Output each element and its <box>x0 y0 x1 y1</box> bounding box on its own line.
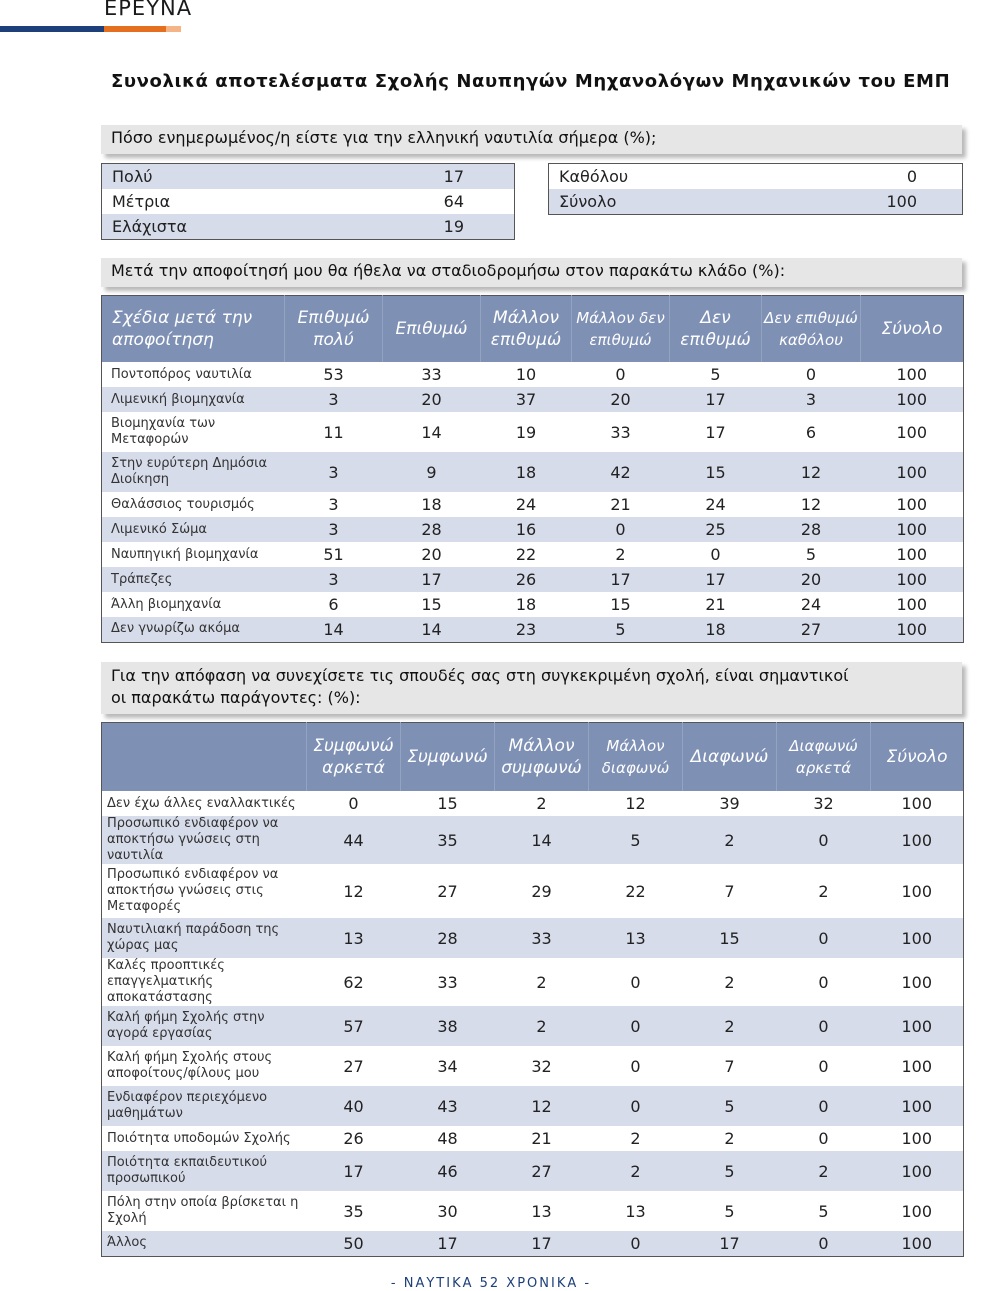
value-cell: 51 <box>323 545 344 564</box>
value-cell: 2 <box>630 1129 641 1148</box>
value-cell: 0 <box>777 1006 871 1046</box>
value-cell: 30 <box>437 1201 458 1221</box>
section-label: ΕΡΕΥΝΑ <box>104 0 193 20</box>
value-cell: 100 <box>861 567 964 592</box>
value-cell: 23 <box>481 617 572 642</box>
table-row <box>102 1191 964 1231</box>
value-cell: 3 <box>328 495 339 514</box>
value-cell: 17 <box>670 387 762 412</box>
value-cell: 44 <box>307 816 401 864</box>
value-cell: 14 <box>495 816 589 864</box>
table-row <box>102 1046 964 1086</box>
value-cell: 11 <box>323 422 344 442</box>
value-cell: 53 <box>323 365 344 384</box>
value-cell: 10 <box>515 365 537 384</box>
table-row <box>102 791 964 816</box>
header-cell: Διαφωνώ αρκετά <box>777 723 871 792</box>
value-cell: 33 <box>437 972 458 992</box>
value-cell: 9 <box>383 452 481 492</box>
table-row <box>102 816 964 864</box>
value-cell: 0 <box>630 1056 641 1076</box>
value-cell: 0 <box>777 1231 871 1256</box>
value-cell: 5 <box>724 1201 735 1221</box>
value-cell: 14 <box>285 617 383 642</box>
value-cell: 12 <box>800 495 822 514</box>
table-row <box>102 214 515 240</box>
value-cell: 0 <box>589 1231 683 1256</box>
row-label: Καλή φήμη Σχολής στους αποφοίτους/φίλους μου <box>107 1050 273 1081</box>
value-cell: 14 <box>421 422 442 442</box>
value-cell: 20 <box>762 567 861 592</box>
value-cell: 28 <box>762 517 861 542</box>
header-cell: Συμφωνώ αρκετά <box>307 723 401 792</box>
value-cell: 13 <box>531 1201 552 1221</box>
value-cell: 22 <box>515 545 537 564</box>
row-label: Μέτρια <box>112 192 171 211</box>
value-cell: 18 <box>481 452 572 492</box>
value-cell: 3 <box>285 452 383 492</box>
awareness-table-left <box>101 163 515 240</box>
value-cell: 12 <box>495 1086 589 1126</box>
value-cell: 2 <box>589 1151 683 1191</box>
row-label: Καλές προοπτικές επαγγελματικής αποκατάστασης <box>107 958 225 1005</box>
table-row <box>102 412 964 452</box>
table-row <box>102 864 964 918</box>
value-cell: 100 <box>861 517 964 542</box>
value-cell: 2 <box>724 972 735 992</box>
header-cell: Σύνολο <box>861 296 964 363</box>
value-cell: 5 <box>710 365 721 384</box>
value-cell: 21 <box>610 495 631 514</box>
row-label: Θαλάσσιος τουρισμός <box>111 496 255 512</box>
value-cell: 0 <box>615 365 626 384</box>
value-cell: 43 <box>401 1086 495 1126</box>
value-cell: 5 <box>683 1151 777 1191</box>
question-1-bar: Πόσο ενημερωμένος/η είστε για την ελληνική ναυτιλία σήμερα (%); <box>101 125 962 154</box>
value-cell: 27 <box>762 617 861 642</box>
value-cell: 100 <box>896 545 928 564</box>
value-cell: 21 <box>705 595 726 614</box>
header-cell: Σχέδια μετά την αποφοίτηση <box>102 296 285 363</box>
value-cell: 21 <box>531 1129 552 1148</box>
row-label: Ελάχιστα <box>102 214 326 240</box>
table-row <box>102 592 964 617</box>
row-label: Πόλη στην οποία βρίσκεται η Σχολή <box>107 1195 299 1226</box>
value-cell: 2 <box>683 816 777 864</box>
value-cell: 14 <box>383 617 481 642</box>
header-cell: Μάλλον επιθυμώ <box>481 296 572 363</box>
question-3-line-1: Για την απόφαση να συνεχίσετε τις σπουδές σας στη συγκεκριμένη σχολή, είναι σημαντικοί <box>111 666 849 685</box>
value-cell: 3 <box>285 567 383 592</box>
value-cell: 2 <box>615 545 626 564</box>
value-cell: 5 <box>683 1086 777 1126</box>
value-cell: 0 <box>777 918 871 958</box>
value-cell: 33 <box>495 918 589 958</box>
page-footer: - ΝΑΥΤΙΚΑ 52 ΧΡΟΝΙΚΑ - <box>390 1276 592 1291</box>
header-cell: Μάλλον διαφωνώ <box>589 723 683 792</box>
value-cell: 46 <box>401 1151 495 1191</box>
value-cell: 17 <box>401 1231 495 1256</box>
value-cell: 100 <box>901 881 933 901</box>
row-value: 17 <box>325 164 514 190</box>
value-cell: 24 <box>515 495 537 514</box>
row-label: Προσωπικό ενδιαφέρον να αποκτήσω γνώσεις στη ναυτιλία <box>102 816 307 864</box>
header-cell: Επιθυμώ <box>383 296 481 363</box>
value-cell: 17 <box>572 567 670 592</box>
value-cell: 32 <box>813 794 834 813</box>
value-cell: 26 <box>343 1129 364 1148</box>
row-label: Άλλος <box>102 1231 307 1256</box>
value-cell: 5 <box>818 1201 829 1221</box>
value-cell: 24 <box>800 595 822 614</box>
row-label: Βιομηχανία των Μεταφορών <box>111 416 216 447</box>
value-cell: 27 <box>495 1151 589 1191</box>
table-row <box>549 189 963 215</box>
table-row <box>102 1151 964 1191</box>
value-cell: 15 <box>421 595 442 614</box>
value-cell: 28 <box>401 918 495 958</box>
row-label: Στην ευρύτερη Δημόσια Διοίκηση <box>102 452 285 492</box>
value-cell: 100 <box>896 365 928 384</box>
table-row <box>549 164 963 190</box>
row-value: 19 <box>325 214 514 240</box>
header-cell <box>102 723 307 792</box>
value-cell: 100 <box>861 387 964 412</box>
header-rule-blue <box>0 26 104 32</box>
row-label: Ναυπηγική βιομηχανία <box>111 546 259 562</box>
value-cell: 2 <box>818 881 829 901</box>
row-label: Καθόλου <box>559 167 629 186</box>
question-2-bar: Μετά την αποφοίτησή μου θα ήθελα να σταδιοδρομήσω στον παρακάτω κλάδο (%): <box>101 258 962 287</box>
table-row <box>102 517 964 542</box>
value-cell: 5 <box>589 816 683 864</box>
question-3-line-2: οι παρακάτω παράγοντες: (%): <box>111 688 361 707</box>
value-cell: 2 <box>777 1151 871 1191</box>
value-cell: 42 <box>572 452 670 492</box>
value-cell: 100 <box>861 617 964 642</box>
row-label: Λιμενική βιομηχανία <box>102 387 285 412</box>
header-rule-orange <box>104 26 166 32</box>
header-cell: Σύνολο <box>871 723 964 792</box>
value-cell: 50 <box>307 1231 401 1256</box>
value-cell: 12 <box>762 452 861 492</box>
table-row <box>102 1006 964 1046</box>
value-cell: 2 <box>495 1006 589 1046</box>
value-cell: 25 <box>670 517 762 542</box>
career-plans-table <box>101 295 964 643</box>
value-cell: 5 <box>805 545 817 564</box>
value-cell: 18 <box>515 595 537 614</box>
table-row <box>102 958 964 1006</box>
awareness-table-right <box>548 163 963 215</box>
value-cell: 0 <box>589 1086 683 1126</box>
row-label: Ποιότητα υποδομών Σχολής <box>107 1130 291 1146</box>
row-label: Λιμενικό Σώμα <box>102 517 285 542</box>
value-cell: 62 <box>343 972 364 992</box>
row-label: Ποντοπόρος ναυτιλία <box>111 366 252 382</box>
value-cell: 35 <box>401 816 495 864</box>
row-label: Προσωπικό ενδιαφέρον να αποκτήσω γνώσεις στις Μεταφορές <box>107 867 279 914</box>
value-cell: 100 <box>871 816 964 864</box>
value-cell: 17 <box>383 567 481 592</box>
value-cell: 34 <box>437 1056 458 1076</box>
value-cell: 100 <box>896 422 928 442</box>
study-factors-body <box>102 791 964 1256</box>
row-label: Ναυτιλιακή παράδοση της χώρας μας <box>102 918 307 958</box>
header-cell: Μάλλον συμφωνώ <box>495 723 589 792</box>
row-value: 0 <box>906 167 917 186</box>
header-cell: Δεν επιθυμώ <box>670 296 762 363</box>
value-cell: 16 <box>481 517 572 542</box>
value-cell: 100 <box>871 1151 964 1191</box>
value-cell: 0 <box>777 1086 871 1126</box>
header-cell: Μάλλον δεν επιθυμώ <box>572 296 670 363</box>
table-row <box>102 617 964 642</box>
value-cell: 2 <box>536 972 547 992</box>
header-cell: Διαφωνώ <box>683 723 777 792</box>
value-cell: 0 <box>818 1056 829 1076</box>
value-cell: 17 <box>670 567 762 592</box>
row-label: Ενδιαφέρον περιεχόμενο μαθημάτων <box>102 1086 307 1126</box>
value-cell: 0 <box>818 1129 829 1148</box>
value-cell: 3 <box>762 387 861 412</box>
value-cell: 0 <box>710 545 721 564</box>
value-cell: 32 <box>531 1056 552 1076</box>
value-cell: 26 <box>481 567 572 592</box>
value-cell: 48 <box>437 1129 458 1148</box>
value-cell: 18 <box>421 495 442 514</box>
value-cell: 20 <box>383 387 481 412</box>
value-cell: 17 <box>307 1151 401 1191</box>
value-cell: 57 <box>307 1006 401 1046</box>
table-row <box>102 542 964 567</box>
table-row <box>102 189 515 214</box>
value-cell: 0 <box>348 794 359 813</box>
value-cell: 6 <box>328 595 339 614</box>
table-row <box>102 492 964 517</box>
value-cell: 2 <box>683 1006 777 1046</box>
value-cell: 17 <box>705 422 726 442</box>
header-rule-peach <box>166 26 181 32</box>
value-cell: 3 <box>285 517 383 542</box>
value-cell: 15 <box>437 794 458 813</box>
value-cell: 15 <box>670 452 762 492</box>
value-cell: 13 <box>307 918 401 958</box>
value-cell: 15 <box>610 595 631 614</box>
value-cell: 39 <box>719 794 740 813</box>
value-cell: 100 <box>871 1006 964 1046</box>
table-header-row <box>102 296 964 363</box>
value-cell: 0 <box>589 1006 683 1046</box>
career-plans-body <box>102 362 964 642</box>
value-cell: 100 <box>901 1129 933 1148</box>
value-cell: 100 <box>901 972 933 992</box>
value-cell: 12 <box>343 881 364 901</box>
row-label: Δεν έχω άλλες εναλλακτικές <box>107 795 296 811</box>
value-cell: 100 <box>896 495 928 514</box>
value-cell: 13 <box>625 1201 646 1221</box>
value-cell: 2 <box>724 1129 735 1148</box>
value-cell: 13 <box>589 918 683 958</box>
value-cell: 19 <box>515 422 537 442</box>
table-row <box>102 1086 964 1126</box>
value-cell: 33 <box>421 365 442 384</box>
row-label: Δεν γνωρίζω ακόμα <box>102 617 285 642</box>
value-cell: 28 <box>383 517 481 542</box>
value-cell: 38 <box>401 1006 495 1046</box>
value-cell: 17 <box>683 1231 777 1256</box>
value-cell: 100 <box>871 1231 964 1256</box>
table-row <box>102 918 964 958</box>
value-cell: 3 <box>285 387 383 412</box>
page-title: Συνολικά αποτελέσματα Σχολής Ναυπηγών Μηχανολόγων Μηχανικών του ΕΜΠ <box>111 71 951 92</box>
row-value: 100 <box>760 189 963 215</box>
value-cell: 17 <box>495 1231 589 1256</box>
value-cell: 6 <box>805 422 817 442</box>
value-cell: 24 <box>705 495 726 514</box>
value-cell: 40 <box>307 1086 401 1126</box>
row-label: Καλή φήμη Σχολής στην αγορά εργασίας <box>102 1006 307 1046</box>
value-cell: 100 <box>871 918 964 958</box>
table-row <box>102 164 515 190</box>
table-row <box>102 1231 964 1256</box>
value-cell: 20 <box>421 545 442 564</box>
table-row <box>102 387 964 412</box>
value-cell: 100 <box>901 794 933 813</box>
value-cell: 7 <box>724 1056 735 1076</box>
row-label: Ποιότητα εκπαιδευτικού προσωπικού <box>102 1151 307 1191</box>
value-cell: 100 <box>901 1201 933 1221</box>
table-row <box>102 362 964 387</box>
table-row <box>102 1126 964 1151</box>
header-cell: Επιθυμώ πολύ <box>285 296 383 363</box>
value-cell: 5 <box>572 617 670 642</box>
value-cell: 33 <box>610 422 631 442</box>
value-cell: 37 <box>481 387 572 412</box>
table-header-row <box>102 723 964 792</box>
row-label: Σύνολο <box>549 189 760 215</box>
value-cell: 0 <box>630 972 641 992</box>
value-cell: 0 <box>572 517 670 542</box>
value-cell: 7 <box>724 881 735 901</box>
row-label: Πολύ <box>102 164 326 190</box>
value-cell: 100 <box>861 452 964 492</box>
table-row <box>102 452 964 492</box>
header-cell: Συμφωνώ <box>401 723 495 792</box>
value-cell: 100 <box>896 595 928 614</box>
value-cell: 0 <box>805 365 817 384</box>
value-cell: 100 <box>901 1056 933 1076</box>
row-label: Τράπεζες <box>102 567 285 592</box>
value-cell: 27 <box>343 1056 364 1076</box>
value-cell: 15 <box>683 918 777 958</box>
value-cell: 27 <box>437 881 458 901</box>
value-cell: 29 <box>531 881 552 901</box>
row-label: Άλλη βιομηχανία <box>111 596 222 612</box>
value-cell: 22 <box>625 881 646 901</box>
header-cell: Δεν επιθυμώ καθόλου <box>762 296 861 363</box>
study-factors-table <box>101 722 964 1257</box>
question-3-bar <box>101 662 962 714</box>
value-cell: 35 <box>343 1201 364 1221</box>
table-row <box>102 567 964 592</box>
value-cell: 12 <box>625 794 646 813</box>
value-cell: 20 <box>572 387 670 412</box>
row-value: 64 <box>443 192 464 211</box>
value-cell: 0 <box>777 816 871 864</box>
value-cell: 100 <box>871 1086 964 1126</box>
value-cell: 0 <box>818 972 829 992</box>
value-cell: 18 <box>670 617 762 642</box>
value-cell: 2 <box>536 794 547 813</box>
